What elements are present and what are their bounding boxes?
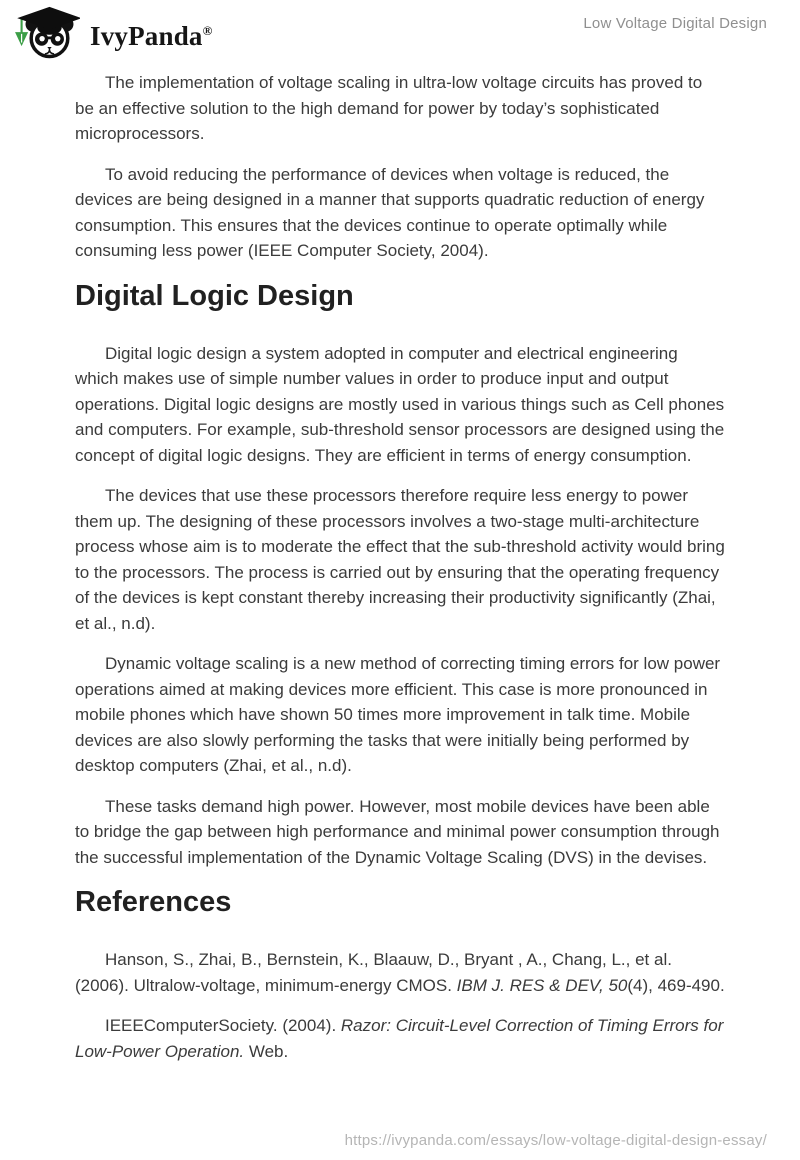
paragraph: To avoid reducing the performance of devices when voltage is reduced, the devices are being designed in a manner that supports quadratic reduction of energy consumption. This ensures that the devices continue to operate optimally while consuming less power (IEEE Computer Society, 2004). xyxy=(75,164,705,260)
reference-entry: Hanson, S., Zhai, B., Bernstein, K., Blaauw, D., Bryant , A., Chang, L., et al. (2006). Ultralow-voltage, minimum-energy CMOS. IBM J. RES & DEV, 50(4), 469-490. xyxy=(75,950,725,995)
running-title: Low Voltage Digital Design xyxy=(583,15,767,32)
paragraph: These tasks demand high power. However, most mobile devices have been able to bridge the gap between high performance and minimal power consumption through the successful implementation of the Dynamic Voltage Scaling (DVS) in the devises. xyxy=(75,796,720,867)
paragraph: Dynamic voltage scaling is a new method of correcting timing errors for low power operations aimed at making devices more efficient. This case is more pronounced in mobile phones which have shown 50 times more improvement in talk time. Mobile devices are also slowly performing the tasks that were initially being performed by desktop computers (Zhai, et al., n.d). xyxy=(75,654,721,775)
paragraph: The devices that use these processors therefore require less energy to power them up. The designing of these processors involves a two-stage multi-architecture process whose aim is to moderate the effect that the sub-threshold activity would bring to the processors. The process is carried out by ensuring that the operating frequency of the devices is kept constant thereby increasing their productivity significantly (Zhai, et al., n.d). xyxy=(75,486,725,633)
paragraph: Digital logic design a system adopted in computer and electrical engineering which makes use of simple number values in order to produce input and output operations. Digital logic designs are mostly used in various things such as Cell phones and computers. For example, sub-threshold sensor processors are designed using the concept of digital logic designs. They are efficient in terms of energy consumption. xyxy=(75,343,725,465)
page-header xyxy=(0,0,800,62)
heading-references: References xyxy=(75,886,232,918)
paragraph: The implementation of voltage scaling in ultra-low voltage circuits has proved to be an effective solution to the high demand for power by today’s sophisticated microprocessors. xyxy=(75,73,703,143)
registered-trademark-symbol: ® xyxy=(202,22,213,38)
heading-digital-logic-design: Digital Logic Design xyxy=(75,279,354,312)
ivypanda-logo xyxy=(12,4,213,62)
panda-graduate-logo-icon xyxy=(12,4,80,62)
source-url: https://ivypanda.com/essays/low-voltage-digital-design-essay/ xyxy=(344,1132,767,1149)
brand-name: IvyPanda® xyxy=(90,20,213,51)
essay-body xyxy=(0,62,800,1064)
reference-entry: IEEEComputerSociety. (2004). Razor: Circuit-Level Correction of Timing Errors for Low-Power Operation. Web. xyxy=(75,1016,724,1061)
